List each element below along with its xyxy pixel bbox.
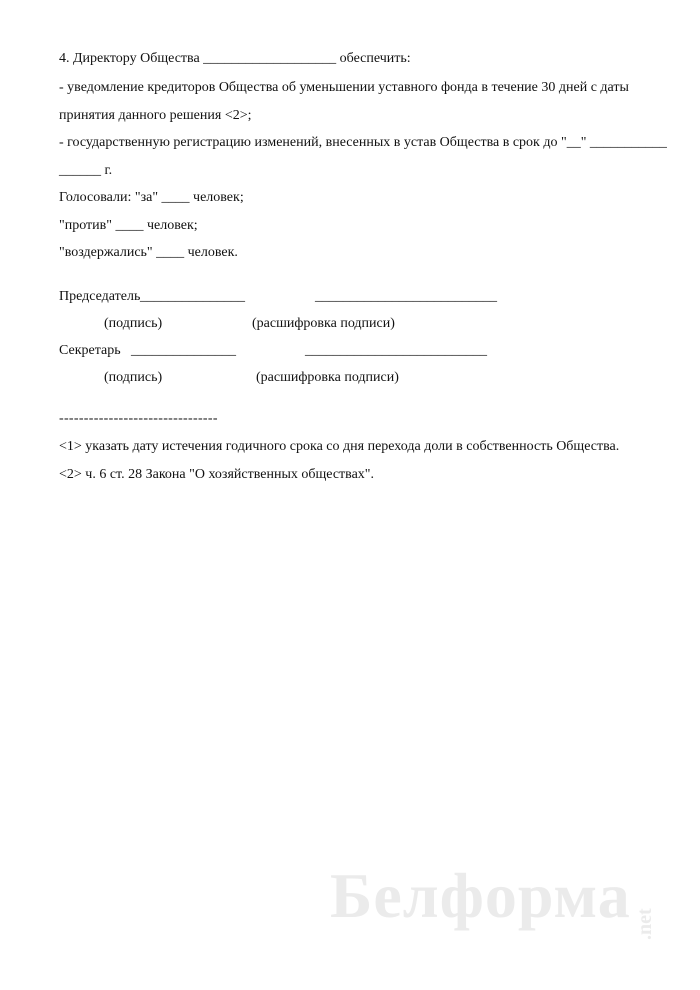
item4-line2: - уведомление кредиторов Общества об уменьшении уставного фонда в течение 30 дней с даты xyxy=(59,80,629,95)
secretary-name-line: __________________________ xyxy=(305,343,487,358)
item4-line3: принятия данного решения <2>; xyxy=(59,108,252,123)
chairman-name-line: __________________________ xyxy=(315,289,497,304)
item4-line5: ______ г. xyxy=(59,163,113,178)
secretary-sign-line: _______________ xyxy=(131,343,236,358)
watermark-logo: Белформа xyxy=(330,860,631,931)
chairman-name-caption: (расшифровка подписи) xyxy=(252,316,395,331)
secretary-label: Секретарь xyxy=(59,343,121,358)
voting-abstained: "воздержались" ____ человек. xyxy=(59,245,238,260)
secretary-name-caption: (расшифровка подписи) xyxy=(256,370,399,385)
chairman-label: Председатель xyxy=(59,289,141,304)
secretary-sign-caption: (подпись) xyxy=(104,370,163,385)
item4-line4: - государственную регистрацию изменений, внесенных в устав Общества в срок до "__" ___________ xyxy=(59,135,667,150)
watermark-domain: .net xyxy=(634,908,656,940)
chairman-sign-caption: (подпись) xyxy=(104,316,163,331)
footnote-1: <1> указать дату истечения годичного срока со дня перехода доли в собственность Общества. xyxy=(59,439,620,454)
chairman-sign-line: _______________ xyxy=(140,289,245,304)
footnote-2: <2> ч. 6 ст. 28 Закона "О хозяйственных обществах". xyxy=(59,467,375,482)
footnote-separator: -------------------------------- xyxy=(59,411,218,426)
item4-line1: 4. Директору Общества ___________________ обеспечить: xyxy=(59,51,411,66)
voting-for: Голосовали: "за" ____ человек; xyxy=(59,190,244,205)
voting-against: "против" ____ человек; xyxy=(59,218,198,233)
